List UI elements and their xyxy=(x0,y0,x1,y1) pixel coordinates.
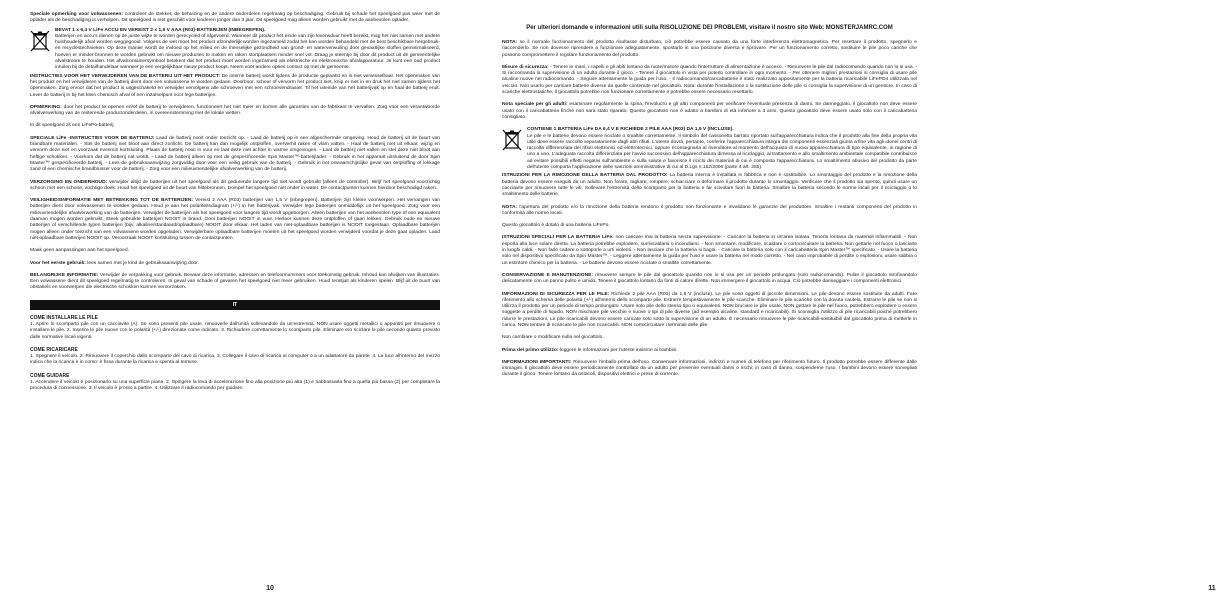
section-text: 1. Spegnere il veicolo. 2. Rimuovere il coperchio dallo scomparto del cavo di ricarica. 3. Collegare il cavo di ricarica al computer o a un adattatore da parete. 4. La luce all'interno del mezzo indica che la ricarica è in corso: è fissa durante la ricarica e spenta al termine. xyxy=(30,354,440,366)
paragraph: Questo giocattolo è dotato di una batteria LiFePo. xyxy=(502,223,610,229)
battery-title-it: CONTIENE 1 BATTERIA LiFe DA 6,4 V E RICHIEDE 2 PILE AAA (R03) DA 1,5 V (INCLUSE). xyxy=(527,127,734,133)
page-number-left: 10 xyxy=(266,585,274,592)
right-paragraphs-top xyxy=(502,40,917,121)
paragraph: CONSERVAZIONE E MANUTENZIONE: rimuovere sempre le pile dal giocattolo quando non lo si usa per un periodo prolungato (solo radiocomando). Pulire il giocattolo strofinandolo delicatamente con un panno pulito e umido. Tenere il giocattolo lontano da fonti di calore dirette. Non immergere il giocattolo in acqua. Ciò potrebbe danneggiare i componenti elettronici. xyxy=(502,272,917,285)
paragraph: VERZORGING EN ONDERHOUD: verwijder altijd de batterijen uit het speelgoed als dit gedurende langere tijd niet wordt gebruikt (alleen de controller). Wrijf het speelgoed voorzichtig schoon met een schone, vochtige doek. Houd het speelgoed uit de buurt van hittebronnen. Dompel het speelgoed niet onder in water. De contactpunten kunnen hierdoor beschadigd raken. xyxy=(30,179,440,191)
paragraph: INFORMAZIONI DI SICUREZZA PER LE PILE: Richiede 2 pile AAA (R03) da 1,5 V (incluse). Le pile sono oggetti di piccole dimensioni. Le pile devono essere sostituite da adulti. Fare riferimento allo schema delle polarità (+/-) all'interno dello scomparto pile. Estrarre tempestivamente le pile scariche. Eliminare le pile scariche con la dovuta cautela. Estrarre le pile se non si utilizza il prodotto per un periodo di tempo prolungato. Usare solo pile dello stesso tipo o equivalenti. NON bruciare le pile usate. NON gettare le pile nel fuoco, potrebbero esplodere o essere soggette a perdite di liquido. NON mischiare pile vecchie e nuove o tipi di pile diverse (ad esempio alcaline, standard e ricaricabili). Si sconsiglia l'utilizzo di pile ricaricabili poiché potrebbero ridurre le prestazioni. Le pile ricaricabili devono essere caricate solo sotto la supervisione di un adulto. È necessario rimuovere le pile ricaricabili-sostituibili dal giocattolo prima di metterle in carica. NON tentare di ricaricare le pile non ricaricabili. NON cortocircuitare i terminali delle pile. xyxy=(502,291,917,328)
crossed-bin-icon xyxy=(502,128,522,152)
section-title: COME INSTALLARE LE PILE xyxy=(30,314,98,321)
battery-text-it: Le pile e le batterie devono essere riciclate o smaltite correttamente. Il simbolo del cassonetto barrato riportato sull'apparecchiatura indica che il prodotto alla fine della propria vita utile deve essere raccolto separatamente dagli altri rifiuti. L'utente dovrà, pertanto, conferire l'apparecchiatura integra dei componenti essenziali giunta a fine vita agli idonei centri di raccolta differenziata dei rifiuti elettronici ed elettrotecnici, oppure riconsegnarla al rivenditore al momento dell'acquisto di nuova apparecchiatura di tipo equivalente, in ragione di uno a uno. L'adeguata raccolta differenziata per l'avvio successivo dell'apparecchiatura dimessa al riciclaggio, al trattamento e allo smaltimento ambientale compatibile contribuisce ad evitare possibili effetti negativi sull'ambiente e sulla salute e favorisce il riciclo dei materiali di cui è composta l'apparecchiatura. Lo smaltimento abusivo del prodotto da parte dell'utente comporta l'applicazione delle sanzioni amministrative di cui al D.Lgs n.152/2006 (parte 4 art. 255). xyxy=(527,133,917,171)
troubleshooting-title: Per ulteriori domande e informazioni utili sulla RISOLUZIONE DEI PROBLEMI, visitare il nostro sito Web: MONSTERJAMRC.COM xyxy=(526,25,893,31)
page-left xyxy=(30,12,440,604)
paragraph: OPMERKING: door het product te openen en/of de batterij te verwijderen, functioneert het niet meer en komen alle garanties van de fabrikant te vervallen. Zorg voor een verantwoorde afvalverwerking van de resterende productonderdelen, in overeenstemming met de lokale wetten. xyxy=(30,104,440,117)
intro-paragraph: Speciale opmerking voor volwassenen: controleer de stekker, de behuizing en de andere onderdelen regelmatig op beschadiging. Gebruik bij schade het speelgoed pas weer met de oplader als de beschadiging is verholpen. Dit speelgoed is niet geschikt voor kinderen jonger dan 3 jaar. Dit speelgoed mag alleen worden gebruikt met de aanbevolen oplader. xyxy=(30,12,440,24)
paragraph: NOTA: se il normale funzionamento del prodotto risultasse disturbato, ciò potrebbe essere causato da una forte interferenza elettromagnetica. Per resettare il prodotto, spegnerlo e riaccenderlo. Se non dovesse riprendere a funzionare adeguatamente, spostarlo in una posizione diversa e riprovare. Per un funzionamento corretto, sostituire le pile poco cariche che possono compromettere il regolare funzionamento del prodotto. xyxy=(502,40,917,58)
crossed-bin-icon xyxy=(30,29,50,53)
section-text: 1. Accendere il veicolo e posizionarlo su una superficie piana. 2. Spingere la leva di accelerazione fino alla posizione più alta (1) e riabbassarla fino a quella più bassa (2) per completare la procedura di connessione. 3. Il veicolo è pronto a partire. 4. Utilizzare il radiocomando per guidare. xyxy=(30,380,440,392)
page-number-right: 11 xyxy=(1208,585,1216,592)
right-paragraphs-bottom xyxy=(502,173,917,378)
language-bar: IT xyxy=(30,300,440,310)
paragraph: Maak geen aanpassingen aan het speelgoed. xyxy=(30,248,129,254)
paragraph: Voor het eerste gebruik: lees samen met je kind de gebruiksaanwijzing door. xyxy=(30,260,199,266)
paragraph: Non cambiare o modificare nulla nel giocattolo. xyxy=(502,335,604,341)
section-text: 1. Aprire lo scomparto pile con un cacciavite (A). Se sono presenti pile usate, rimuoverle dall'unità sollevandole da un'estremità. NON usare oggetti metallici o appuntiti per rimuovere o installare le pile. 2. Inserire le pile nuove con le polarità (+/-) direzionate come indicato. 3. Richiudere correttamente lo scomparto pile. Eliminare e/o riciclare le pile secondo quanto previsto dalle normative locali vigenti. xyxy=(30,321,440,340)
paragraph: VEILIGHEIDSINFORMATIE MET BETREKKING TOT DE BATTERIJEN: Vereist 2 AAA (R03) batterijen van 1,5 V (inbegrepen). Batterijen zijn kleine voorwerpen. Het vervangen van batterijen dient door volwassenen te worden gedaan. Houd je aan het polariteitsdiagram (+/-) in het batterijvak. Verwijder lege batterijen onmiddellijk uit het speelgoed. Zorg voor een milieuvriendelijke afvalverwerking van de batterijen. Verwijder de batterijen als het speelgoed voor langere tijd wordt opgeborgen. Alleen batterijen van het aanbevolen type of een equivalent daarvan mogen worden gebruikt. Steek gebruikte batterijen NOOIT in brand. Gooi batterijen NOOIT in vuur. Herlaor kunnen deze ontploffen of gaan lekken. Gebruik oude en nieuwe batterijen of verschillende typen batterijen (bijv. alkaline/standaard/oplaadbare) NOOIT door elkaar. Het laden van niet-oplaadbare batterijen is NOOIT toegestaan. Oplaadbare batterijen mogen alleen onder toezicht van een volwassene worden opgeladen. Verwijderbare oplaadbare batterijen moeten uit het speelgoed worden verwijderd voordat je deze gaat opladen. Laad niet-oplaadbare batterijen NOOIT op. Veroorzaak NOOIT kortsluiting tussen de contactpunten. xyxy=(30,198,440,241)
paragraph: Misure di sicurezza: - Tenere le mani, i capelli e gli abiti lontano da ruote/motore quando l'interruttore di alimentazione è acceso. - Rimuovere le pile dal radiocomando quando non lo si usa. - Si raccomanda la supervisione di un adulto durante il gioco. - Tenere il giocattolo in vista per poterlo controllare in ogni momento. - Per ottenere migliori prestazioni si consiglia di usare pile alcaline nuove nel radiocomando. - Seguire attentamente la guida per l'uso. - Il radiocomando/caricabatterie è stato realizzato appositamente per la batteria ricaricabile LiFePO4 utilizzata nel veicolo. Non usarlo per caricare batterie diverse da quelle contenute nel giocattolo. Nota: durante l'installazione o la sostituzione delle pile si consiglia la supervisione di un genitore. In caso di scariche elettrostatiche, il giocattolo potrebbe non funzionare correttamente e potrebbe essere necessario resettarlo. xyxy=(502,64,917,96)
paragraph: SPECIALE LiFe -INSTRUCTIES VOOR DE BATTERIJ: Laad de batterij nooit onder toezicht op. - Laad de batterij op in een afgeschermde omgeving. Houd de batterij uit de buurt van brandbare materialen. - Stel de batterij niet bloot aan direct zonlicht. De batterij kan dan mogelijk ontploffen, oververhit raken of vlam vatten. - Haal de batterij niet uit elkaar, wijzig en vervorm deze niet en voorzaak evenmin kortsluiting. Plaats de batterij nooit in vuur en laat deze niet achter in warme omgevingen. - Laat de batterij niet vallen en stel deze niet bloot aan heftige schokken. - Voorkom dat de batterij nat wordt. - Laad de batterij alleen op met de gespecificeerde Spin Master™-batterijlader. - Gebruik in het apparaat uitsluitend de door Spin Master™ gespecificeerde batterij. - Lees de gebruiksaanwijzing zorgvuldig door voor een veilig gebruik van de batterij. - Gebruik in het onwaarschijnlijke geval van ontploffing of lekkage zand of een chemische brandblusser voor de batterij. - Zorg voor een milieuvriendelijke afvalverwerking van de batterij. xyxy=(30,135,440,173)
paragraph: Nota speciale per gli adulti: esaminare regolarmente la spina, l'involucro e gli altri componenti per verificare l'eventuale presenza di danni. Se danneggiato, il giocattolo non deve essere usato con il caricabatteria finché non sarà stato riparato. Questo giocattolo non è adatto a bambini di età inferiore a 3 anni. Questo giocattolo deve essere usato solo con il caricabatteria consigliato. xyxy=(502,102,918,120)
instruction-sections xyxy=(30,315,440,393)
paragraph: ISTRUZIONI PER LA RIMOZIONE DELLA BATTERIA DAL PRODOTTO: La batteria interna è installata in fabbrica e non è sostituibile. Lo smontaggio del prodotto e la rimozione della batteria devono essere eseguiti da un adulto. Non forare, tagliare, rompere, schiacciare o deformare il prodotto durante lo smontaggio. Verificare che il prodotto sia spento, quindi usare un cacciavite per rimuovere tutte le viti. Sollevare l'estremità dello scomparto per la batteria e far scivolare fuori la batteria. Smaltire la batteria secondo le norme locali per il riciclaggio o lo smaltimento delle batterie. xyxy=(502,173,917,198)
paragraph: Prima del primo utilizzo: leggere le informazioni per l'utente insieme ai bambini. xyxy=(502,347,678,353)
paragraph: NOTA: l'apertura del prodotto e/o la rimozione della batteria rendono il prodotto non funzionante e invalidano le garanzie del produttore. Smaltire i restanti componenti del prodotto in conformità alle norme locali. xyxy=(502,204,917,216)
page-right xyxy=(502,12,1216,604)
section-title: COME GUIDARE xyxy=(30,372,70,379)
paragraph: INSTRUCTIES VOOR HET VERWIJDEREN VAN DE BATTERIJ UIT HET PRODUCT: De interne batterij wordt tijdens de productie geplaatst en is niet verwisselbaar. Het openmaken van het product en het verwijderen van de batterij dient door een volwassene te worden gedaan. Doorboor, scheur of vervorm het product niet, knip er niet in en druk het niet samen tijdens het openmaken. Zorg ervoor dat het product is uitgeschakeld en verwijder vervolgens alle schroeven met een schroevendraaier. Til het uiteinde van het batterijvak op en haal de batterij eruit. Lever de batterij in bij het klein chemisch afval of een inzamelpunt voor lege batterijen. xyxy=(30,73,440,98)
battery-title: BEVAT 1 x 6,4 V LiFe ACCU EN VEREIST 2 x 1,5 V AAA (R03)-BATTERIJEN (INBEGREPEN). xyxy=(55,27,266,33)
battery-disposal-block xyxy=(30,28,440,72)
section-title: COME RICARICARE xyxy=(30,346,78,353)
paragraph: BELANGRIJKE INFORMATIE: Verwijder de verpakking voor gebruik. Bewaar deze informatie, adressen en telefoonnummers voor toekomstig gebruik. Inhoud kan afwijken van illustraties. Een volwassene dient dit speelgoed regelmatig te controleren. In geval van schade of gevaren het speelgoed niet meer gebruiken. Houd teostjuit als kinderen spelen. Blijf uit de buurt van obstakels en voorwerpen die electrische schokken kunnen veroorzaken. xyxy=(30,272,441,291)
battery-text: Batterijen en accu's dienen op de juiste wijze te worden gerecycled of afgevoerd. Wanneer dit product het einde van zijn levensduur heeft bereikt, mag het niet samen met andere huishoudelijk afval worden weggegooid. Volgens de wet moet het product afzonderlijk worden ingezameld zodat het kan worden behandeld met de best beschikbare hergebruik- en recyclestechnieken. Op deze manier wordt de invloed op het milieu en de menselijke gezondheid van grond- en waterverwuiling door gevaarlijke stoffen geminimaliseerd, hoeven er minder bronnen te worden gebruikt om nieuwe producten te maken en raken stortplaatsen minder snel vol. Draag je steentje bij door dit product uit de gemeentelijke afvalstroom te houden. Het afvalcontainersymbool betekent dat het product moet worden ingezameld als elektrische en elektronische afvalapparatuur. Je kunt een oud product inruilen bij de detailhandelaar wanneer je een vergelijkbaar nieuw product koopt. Neem voor andere opties contact op met de gemeente. xyxy=(55,33,440,71)
paragraph: In dit speelgoed zit een LiFePo-batterij. xyxy=(30,123,115,129)
battery-disposal-block-it xyxy=(502,127,917,171)
paragraph: ISTRUZIONI SPECIALI PER LA BATTERIA LiFe: non caricare mai la batteria senza supervisione. - Caricare la batteria in un'area isolata. Tenerla lontana da materiali infiammabili. - Non esporla alla luce solare diretta. La batteria potrebbe esplodere, surriscaldarsi o incendiarsi. - Non smontare, modificare, scaldare o cortocircuitare la batteria. Non gettarle nel fuoco o lasciarle in luoghi caldi. - Non farle cadere o sottoporle a urti violenti. - Non lasciare che la batteria si bagni. - Caricare la batteria solo con il caricabatteria Spin Master™ specificato. - Usare la batteria solo nel dispositivo specificato da Spin Master™. - Leggere attentamente la guida per l'uso e usare la batteria nel modo corretto. - Nel caso improbabile di perdite o esplosioni, usare sabbia o un estintore chimico per la batteria. - Le batterie devono essere riciclate o smaltite correttamente. xyxy=(502,235,917,266)
left-paragraphs xyxy=(30,74,440,292)
paragraph: INFORMAZIONI IMPORTANTI: Rimuovere l'imballo prima dell'uso. Conservare informazioni, indirizzi e numeri di telefono per riferimento futuro. Il prodotto potrebbe essere differente dalle immagini. Il giocattolo deve essere periodicamente controllato da un adulto per prevenire eventuali danni o rischi; in caso di danno, sospenderne l'uso. I bambini devono essere sorvegliati durante il gioco. Tenere lontano da ostacoli, dispositivi elettrici e prese di corrente. xyxy=(502,359,917,378)
